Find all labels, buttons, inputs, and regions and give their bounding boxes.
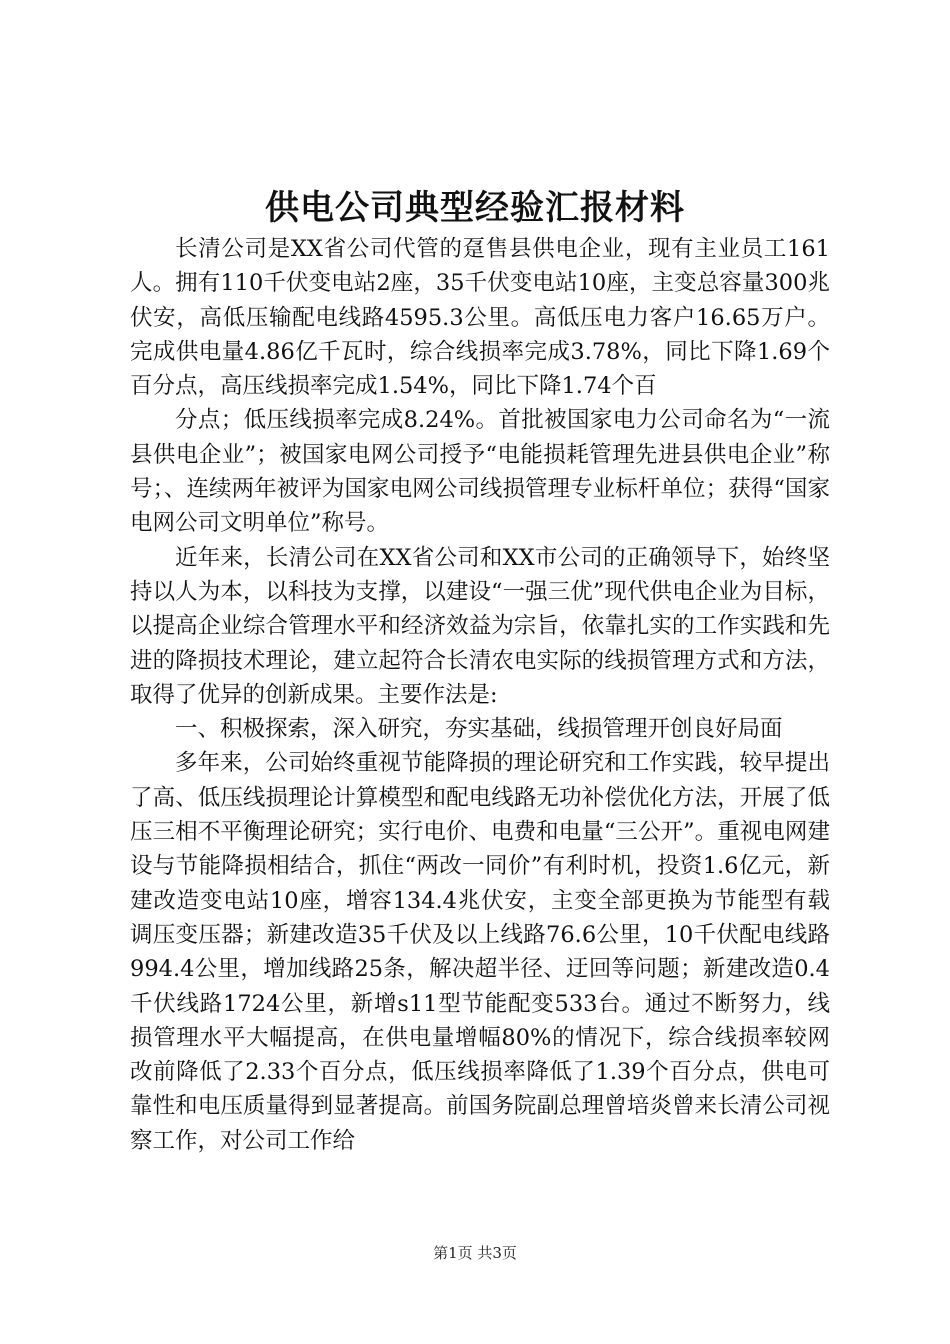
paragraph-2: 分点；低压线损率完成8.24%。首批被国家电力公司命名为“一流县供电企业”；被国家电网公司授予“电能损耗管理先进县供电企业”称号；、连续两年被评为国家电网公司线损管理专业标杆单位；获得“国家电网公司文明单位”称号。 [130,407,830,537]
document-body [130,232,830,1158]
paragraph-1: 长清公司是XX省公司代管的趸售县供电企业，现有主业员工161人。拥有110千伏变电站2座，35千伏变电站10座，主变总容量300兆伏安，高低压输配电线路4595.3公里。高低压电力客户16.65万户。完成供电量4.86亿千瓦时，综合线损率完成3.78%，同比下降1.69个百分点，高压线损率完成1.54%，同比下降1.74个百 [130,236,830,400]
paragraph-4: 多年来，公司始终重视节能降损的理论研究和工作实践，较早提出了高、低压线损理论计算模型和配电线路无功补偿优化方法，开展了低压三相不平衡理论研究；实行电价、电费和电量“三公开”。重视电网建设与节能降损相结合，抓住“两改一同价”有利时机，投资1.6亿元，新建改造变电站10座，增容134.4兆伏安，主变全部更换为节能型有载调压变压器；新建改造35千伏及以上线路76.6公里，10千伏配电线路994.4公里，增加线路25条，解决超半径、迂回等问题；新建改造0.4千伏线路1724公里，新增s11型节能配变533台。通过不断努力，线损管理水平大幅提高，在供电量增幅80%的情况下，综合线损率较网改前降低了2.33个百分点，低压线损率降低了1.39个百分点，供电可靠性和电压质量得到显著提高。前国务院副总理曾培炎曾来长清公司视察工作，对公司工作给 [130,750,830,1154]
document-title: 供电公司典型经验汇报材料 [265,188,685,228]
section-heading-1: 一、积极探索，深入研究，夯实基础，线损管理开创良好局面 [175,716,783,743]
paragraph-3: 近年来，长清公司在XX省公司和XX市公司的正确领导下，始终坚持以人为本，以科技为支撑，以建设“一强三优”现代供电企业为目标，以提高企业综合管理水平和经济效益为宗旨，依靠扎实的工作实践和先进的降损技术理论，建立起符合长清农电实际的线损管理方式和方法，取得了优异的创新成果。主要作法是: [130,544,830,708]
page-footer: 第1页 共3页 [433,1244,517,1262]
